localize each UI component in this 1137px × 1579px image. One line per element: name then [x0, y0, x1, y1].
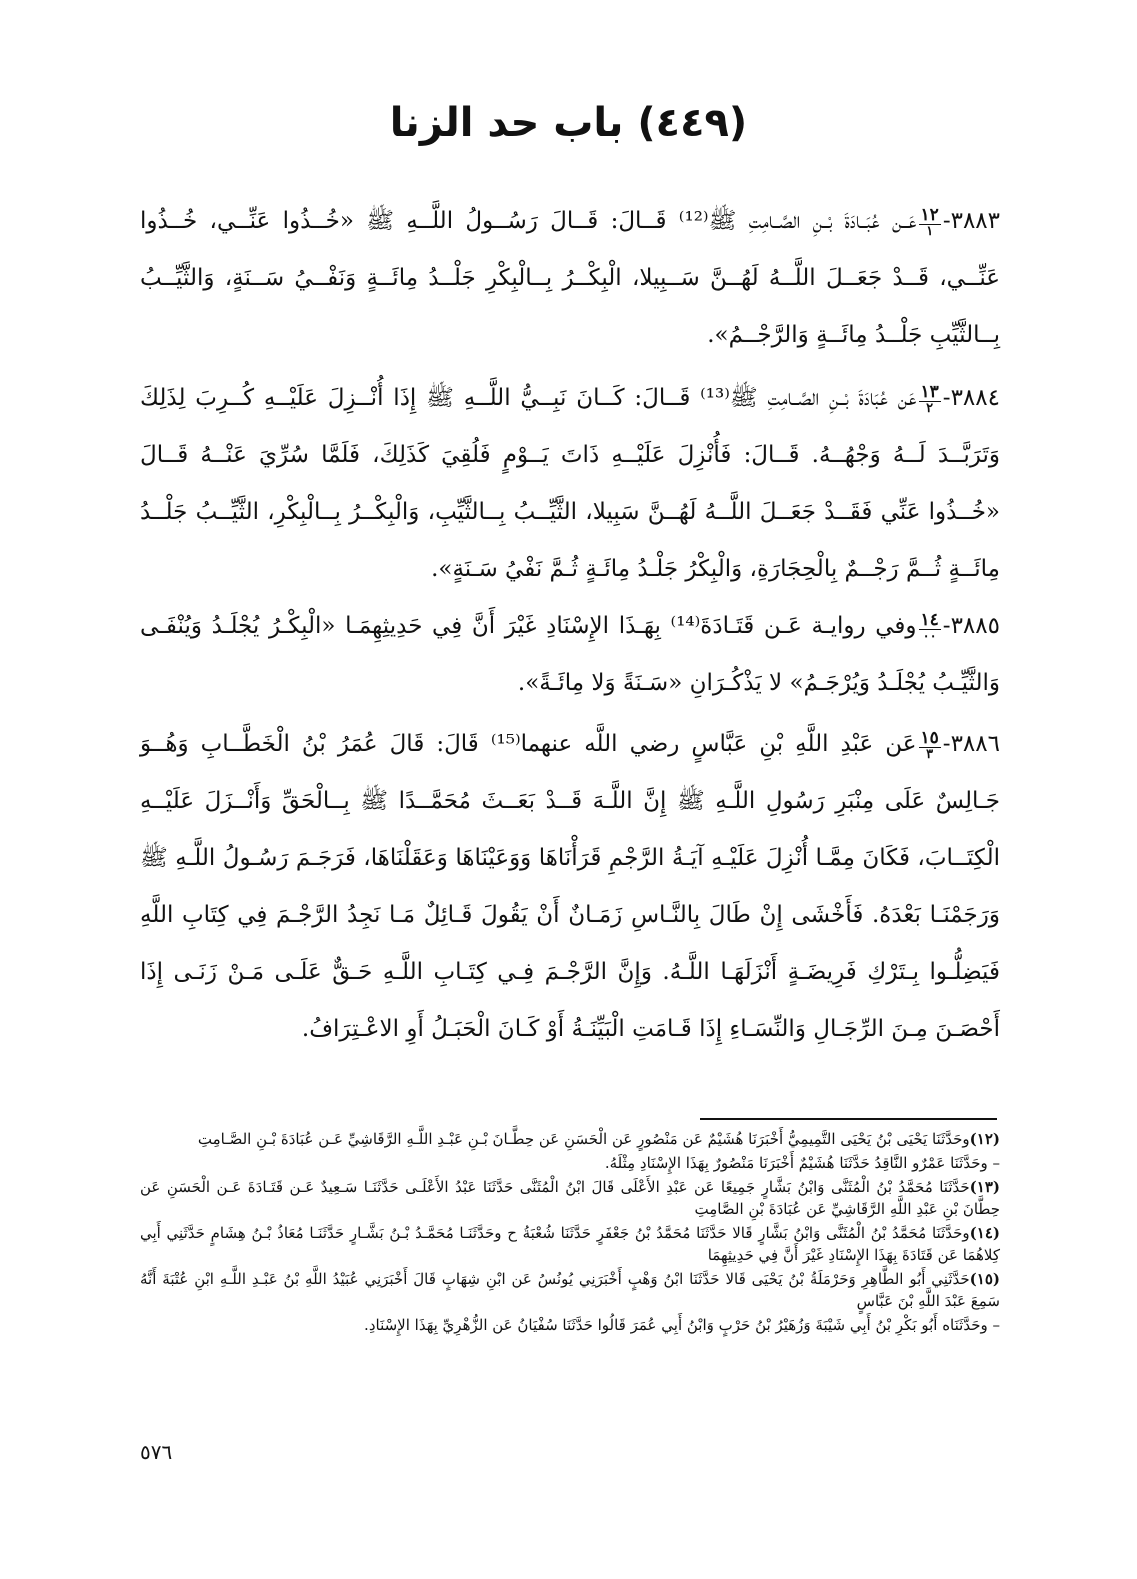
- hadith-3883: [140, 193, 1000, 364]
- hadith-text: عَن عَبْدِ اللَّهِ بْنِ عَبَّاسٍ رضي اللَّه عنهما⁽¹⁵⁾ قَالَ: قَالَ عُمَرُ بْنُ الْخَطَّــابِ وَهُــوَ جَـالِسٌ عَلَى مِنْبَرِ رَسُولِ اللَّـهِ ﷺ إِنَّ اللَّـهَ قَــدْ بَعَــثَ مُحَمَّــدًا ﷺ بِــالْحَقِّ وَأَنْــزَلَ عَلَيْــهِ الْكِتَــابَ، فَكَانَ مِمَّـا أُنْزِلَ عَلَيْـهِ آيَـةُ الرَّجْمِ قَرَأْنَاهَا وَوَعَيْنَاهَا وَعَقَلْنَاهَا، فَرَجَـمَ رَسُـولُ اللَّـهِ ﷺ وَرَجَمْنَـا بَعْدَهُ. فَأَخْشَى إِنْ طَالَ بِالنَّـاسِ زَمَـانٌ أَنْ يَقُولَ قَـائِلٌ مَـا نَجِدُ الرَّجْـمَ فِي كِتَابِ اللَّهِ فَيَضِلُّـوا بِـتَرْكِ فَرِيضَـةٍ أَنْزَلَهَـا اللَّـهُ. وَإِنَّ الرَّجْـمَ فِـي كِتَـابِ اللَّـهِ حَـقٌّ عَلَـى مَـنْ زَنَـى إِذَا أَحْصَـنَ مِـنَ الرِّجَـالِ وَالنِّسَـاءِ إِذَا قَـامَتِ الْبَيِّنَـةُ أَوْ كَـانَ الْحَبَـلُ أَوِ الاعْـتِرَافُ.: [140, 731, 1000, 1042]
- ref-bottom: ١: [926, 223, 934, 239]
- footnote-text: وحَدَّثَنَا مُحَمَّدُ بْنُ الْمُثَنَّى وَابْنُ بَشَّارٍ قَالا حَدَّثَنَا مُحَمَّدُ بْنُ جَعْفَرٍ حَدَّثَنَا شُعْبَةُ ح وحَدَّثَنَـا مُحَمَّـدُ بْـنُ بَشَّـارٍ حَدَّثَنَـا مُعَاذُ بْـنُ هِشَامٍ حَدَّثَنِي أَبِي كِلاهُمَا عَن قَتَادَةَ بِهَذَا الإِسْنَادِ غَيْرَ أَنَّ فِي حَدِيثِهِمَا: [140, 1224, 1000, 1264]
- hadith-number: ٣٨٨٣-: [942, 208, 1001, 234]
- footnote-text: – وحَدَّثَنَاه أَبُو بَكْرِ بْنُ أَبِي شَيْبَةَ وَزُهَيْرُ بْنُ حَرْبٍ وَابْنُ أَبِي عُمَرَ قَالُوا حَدَّثَنَا سُفْيَانُ عَن الزُّهْرِيِّ بِهَذَا الإِسْنَادِ.: [364, 1316, 1000, 1334]
- hadith-3886: [140, 716, 1000, 1058]
- footnote-12: [140, 1128, 1000, 1150]
- ref-top: ١٥: [920, 727, 939, 748]
- footnote-14: [140, 1222, 1000, 1266]
- ref-bottom: ٠٠: [922, 628, 937, 644]
- cross-reference: [919, 383, 941, 416]
- page-number: ٥٧٦: [140, 1440, 173, 1464]
- footnote-marker: (١٢): [969, 1130, 1000, 1148]
- footnote-marker: (١٥): [969, 1270, 1000, 1288]
- ref-bottom: ٢: [926, 400, 934, 416]
- footnote-marker: (١٣): [969, 1178, 1000, 1196]
- footnote-text: حَدَّثَنَا مُحَمَّدُ بْنُ الْمُثَنَّى وَابْنُ بَشَّارٍ جَمِيعًا عَن عَبْدِ الأَعْلَى قَالَ ابْنُ الْمُثَنَّى حَدَّثَنَا عَبْدُ الأَعْلَـى حَدَّثَنَـا سَـعِيدٌ عَـن قَتَـادَةَ عَـن الْحَسَنِ عَن حِطَّانَ بْنِ عَبْدِ اللَّهِ الرَّقَاشِيِّ عَن عُبَادَةَ بْنِ الصَّامِتِ: [140, 1178, 1000, 1218]
- cross-reference: [919, 729, 941, 762]
- cross-reference: [919, 611, 941, 644]
- footnote-text: وحَدَّثَنَا يَحْيَى بْنُ يَحْيَى التَّمِيمِيُّ أَخْبَرَنَا هُشَيْمٌ عَن مَنْصُورٍ عَن الْحَسَنِ عَن حِطَّـانَ بْـنِ عَبْـدِ اللَّـهِ الرَّقَاشِيِّ عَـن عُبَادَةَ بْـنِ الصَّـامِتِ: [197, 1130, 970, 1148]
- hadith-3884: [140, 370, 1000, 598]
- hadith-3885: [140, 598, 1000, 712]
- hadith-number: ٣٨٨٥-: [942, 613, 1000, 639]
- footnotes: [140, 1128, 1000, 1338]
- ref-top: ١٢: [920, 204, 939, 225]
- footnote-15-continued: [140, 1314, 1000, 1336]
- footnote-text: حَدَّثَنِي أَبُو الطَّاهِرِ وَحَرْمَلَةُ بْنُ يَحْيَى قَالا حَدَّثَنَا ابْنُ وَهْبٍ أَخْبَرَنِي يُونُسُ عَن ابْنِ شِهَابٍ قَالَ أَخْبَرَنِي عُبَيْدُ اللَّهِ بْنُ عَبْـدِ اللَّـهِ ابْنِ عُتْبَةَ أَنَّهُ سَمِعَ عَبْدَ اللَّهِ بْنَ عَبَّاسٍ: [140, 1270, 1000, 1310]
- ref-bottom: ٣: [926, 746, 934, 762]
- chapter-title: (٤٤٩) باب حد الزنا: [389, 100, 748, 146]
- footnote-13: [140, 1176, 1000, 1220]
- hadith-text: عَــن عُبَــادَةَ بْــنِ الصَّــامِتِ ﷺ⁽¹²⁾ قَــالَ: قَــالَ رَسُــولُ اللَّــهِ ﷺ «خُــذُوا عَنِّــي، خُــذُوا عَنِّــي، قَــدْ جَعَــلَ اللَّــهُ لَهُــنَّ سَــبِيلا، الْبِكْــرُ بِــالْبِكْرِ جَلْــدُ مِائَــةٍ وَنَفْــيُ سَــنَةٍ، وَالثَّيِّــبُ بِــالثَّيِّبِ جَلْــدُ مِائَــةٍ وَالرَّجْــمُ».: [140, 208, 1000, 348]
- footnote-divider: [700, 1118, 997, 1120]
- footnote-text: – وحَدَّثَنَا عَمْرٌو النَّاقِدُ حَدَّثَنَا هُشَيْمٌ أَخْبَرَنَا مَنْصُورٌ بِهَذَا الإِسْنَادِ مِثْلَهُ.: [604, 1154, 1000, 1172]
- footnote-marker: (١٤): [969, 1224, 1000, 1242]
- hadith-text: وفي روايـة عَـن قَتَـادَةَ⁽¹⁴⁾ بِهَـذَا الإِسْنَادِ غَيْرَ أَنَّ فِي حَدِيثِهِمَـا «الْبِكْـرُ يُجْلَـدُ وَيُنْفَـى وَالثَّيِّـبُ يُجْلَـدُ وَيُرْجَـمُ» لا يَذْكُـرَانِ «سَـنَةً وَلا مِائَـةً».: [140, 613, 1000, 696]
- footnote-15: [140, 1268, 1000, 1312]
- hadith-number: ٣٨٨٤-: [942, 385, 1000, 411]
- ref-top: ١٤: [920, 609, 939, 630]
- hadith-text: عَن عُبَادَةَ بْــنِ الصَّــامِتِ ﷺ⁽¹³⁾ قَــالَ: كَــانَ نَبِــيُّ اللَّــهِ ﷺ إِذَا أُنْــزِلَ عَلَيْــهِ كُــرِبَ لِذَلِكَ وَتَرَبَّــدَ لَــهُ وَجْهُــهُ. قَــالَ: فَأُنْزِلَ عَلَيْــهِ ذَاتَ يَــوْمٍ فَلُقِيَ كَذَلِكَ، فَلَمَّا سُرِّيَ عَنْــهُ قَــالَ «خُــذُوا عَنِّي فَقَــدْ جَعَــلَ اللَّــهُ لَهُــنَّ سَبِيلا، الثَّيِّــبُ بِــالثَّيِّبِ، وَالْبِكْــرُ بِــالْبِكْرِ، الثَّيِّــبُ جَلْــدُ مِائَــةٍ ثُــمَّ رَجْــمٌ بِالْحِجَارَةِ، وَالْبِكْرُ جَلْـدُ مِائَـةٍ ثُـمَّ نَفْيُ سَـنَةٍ».: [140, 385, 1000, 582]
- hadith-number: ٣٨٨٦-: [942, 731, 1000, 757]
- footnote-12-continued: [140, 1152, 1000, 1174]
- ref-top: ١٣: [920, 381, 939, 402]
- cross-reference: [919, 206, 941, 239]
